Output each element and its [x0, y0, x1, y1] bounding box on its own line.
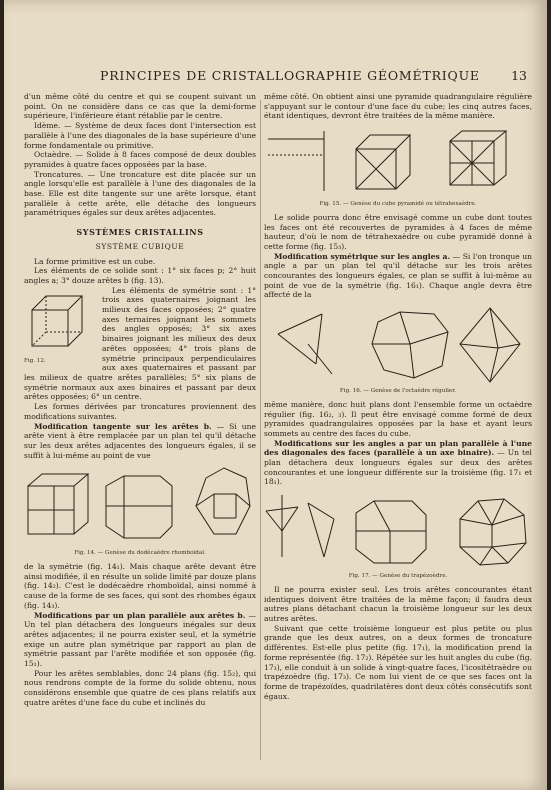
figure-14	[24, 464, 256, 559]
paragraph: La forme primitive est un cube.	[34, 256, 156, 266]
page-header	[100, 68, 527, 88]
paragraph: — Si l'on tronque un angle a par un plan tel qu'il détache sur les trois arêtes concourantes des longueurs égales, ce plan se suffit à lui-même au point de vue de la symétrie (fig. 16₁). Chaque angle devra être affecté de la	[264, 251, 532, 300]
octahedron-drawing	[264, 304, 532, 386]
paragraph: Le solide pourra donc être envisagé comme un cube dont toutes les faces ont été recouvertes de pyramides à 4 faces de même hauteur, d'où le nom de tétrahexaèdre ou cube pyramidé donné à cette forme (fig. 15₃).	[264, 212, 532, 251]
book-page	[4, 0, 547, 790]
figure-15	[264, 125, 532, 210]
paragraph: — Un tel plan détachera deux longueurs égales sur deux des arêtes concourantes et une longueur différente sur la troisième (fig. 17₁ et 18₁).	[264, 448, 532, 487]
right-column	[264, 92, 532, 701]
paragraph: Les éléments de symétrie sont : 1° trois axes quaternaires joignant les milieux des faces opposées; 2° quatre axes ternaires joignant les sommets des angles opposés; 3° six axes binaires joignant les milieux des deux arêtes opposées; 4° trois plans de symétrie principaux perpendiculaires aux axes quaternaires et passant par les milieux de quatre arêtes parallèles; 5° six plans de symétrie normaux aux axes binaires et passant par deux arêtes opposées; 6° un centre.	[24, 285, 256, 402]
paragraph: Les formes dérivées par troncatures proviennent des modifications suivantes.	[24, 402, 256, 421]
paragraph: Suivant que cette troisième longueur est plus petite ou plus grande que les deux autres, on a deux formes de troncature différentes. Est-elle plus petite (fig. 17₁), la modification prend la forme représentée (fig. 17₂). Répétée sur les huit angles du cube (fig. 17₃), elle conduit à un solide à vingt-quatre faces, l'icositétraèdre ou trapézoèdre (fig. 17₃). Ce nom lui vient de ce que ses faces ont la forme de trapézoïdes, quadrilatères dont deux côtés consécutifs sont égaux.	[264, 623, 532, 701]
column-divider	[260, 100, 261, 760]
paragraph: Il ne pourra exister seul. Les trois arêtes concourantes étant identiques doivent être traitées de la même façon; il faudra deux autres plans détachant chacun la troisième longueur sur les deux autres arêtes.	[264, 584, 532, 623]
paragraph: Idème. — Système de deux faces dont l'intersection est parallèle à l'une des diagonales de la base supérieure d'une forme fondamentale ou primitive.	[24, 121, 256, 150]
figure-caption: Fig. 12.	[24, 358, 46, 365]
paragraph: même manière, donc huit plans dont l'ensemble forme un octaèdre régulier (fig. 16₂, ₃). Il peut être envisagé comme formé de deux pyramides quadrangulaires opposées par la base et ayant leurs sommets au centre des faces du cube.	[264, 399, 532, 438]
figure-16	[264, 304, 532, 397]
figure-17	[264, 491, 532, 582]
modification-title: Modification symétrique sur les angles a.	[274, 251, 451, 261]
figure-caption: Fig. 15. — Genèse du cube pyramidé ou tétrahexaèdre.	[319, 201, 477, 208]
figure-caption: Fig. 14. — Genèse du dodécaèdre rhomboïdal.	[74, 550, 206, 557]
modification-title: Modifications par un plan parallèle aux arêtes b.	[34, 610, 246, 620]
paragraph: Troncatures. — Une troncature est dite placée sur un angle lorsqu'elle est parallèle à l'une des diagonales de la base. Elle est dite tangente sur une arête lorsque, étant parallèle à cette arête, elle détache des longueurs paramétriques égales sur deux arêtes adjacentes.	[24, 169, 256, 218]
paragraph: Octaèdre. — Solide à 8 faces composé de deux doubles pyramides à quatre faces opposées par la base.	[24, 150, 256, 169]
paragraph: d'un même côté du centre et qui se coupent suivant un point. On ne considère dans ce cas que la demi-forme supérieure, l'inférieure étant rétablie par le centre.	[24, 92, 256, 121]
figure-caption: Fig. 17. — Genèse du trapézoèdre.	[348, 573, 448, 580]
figure-caption: Fig. 16. — Genèse de l'octaèdre régulier.	[339, 388, 457, 395]
figure-12	[24, 288, 94, 367]
cube-drawing	[24, 288, 92, 354]
tetrahexahedron-drawing	[264, 125, 532, 199]
paragraph: même côté. On obtient ainsi une pyramide quadrangulaire régulière s'appuyant sur le contour d'une face du cube; les cinq autres faces, étant identiques, devront être traitées de la même manière.	[264, 92, 532, 121]
modification-title: Modification tangente sur les arêtes b.	[34, 421, 212, 431]
paragraph: Les éléments de ce solide sont : 1° six faces p; 2° huit angles a; 3° douze arêtes b (fig. 13).	[24, 266, 256, 285]
paragraph: de la symétrie (fig. 14₁). Mais chaque arête devant être ainsi modifiée, il en résulte un solide limité par douze plans (fig. 14₂). C'est le dodécaèdre rhomboïdal, ainsi nommé à cause de la forme de ses faces, qui sont des rhombes égaux (fig. 14₃).	[24, 562, 256, 610]
page-number: 13	[511, 68, 527, 83]
left-column	[24, 92, 256, 708]
paragraph: — Si une arête vient à être remplacée par un plan tel qu'il détache sur les deux arêtes adjacentes des longueurs égales, il se suffit à lui-même au point de vue	[24, 421, 256, 460]
modification-title: Modifications sur les angles a par un plan parallèle à l'une des diagonales des faces (parallèle à un axe binaire).	[264, 438, 532, 458]
trapezohedron-drawing	[264, 491, 532, 571]
section-title: SYSTÈMES CRISTALLINS	[76, 227, 204, 238]
running-title: PRINCIPES DE CRISTALLOGRAPHIE GÉOMÉTRIQUE	[100, 68, 480, 83]
paragraph: — Un tel plan détachera des longueurs inégales sur deux arêtes adjacentes; il ne pourra exister seul, et la symétrie exige un autre plan symétrique par rapport au plan de symétrie passant par l'arête modifiée et son opposée (fig. 15₁).	[24, 610, 257, 669]
dodecahedron-drawing	[24, 464, 256, 548]
paragraph: Pour les arêtes semblables, donc 24 plans (fig. 15₂), qui nous rendrons compte de la forme du solide obtenu, nous considérons ensemble que quatre de ces plans relatifs aux quatre arêtes d'une face du cube et inclinés du	[24, 668, 256, 707]
subsection-title: SYSTÈME CUBIQUE	[95, 241, 185, 251]
